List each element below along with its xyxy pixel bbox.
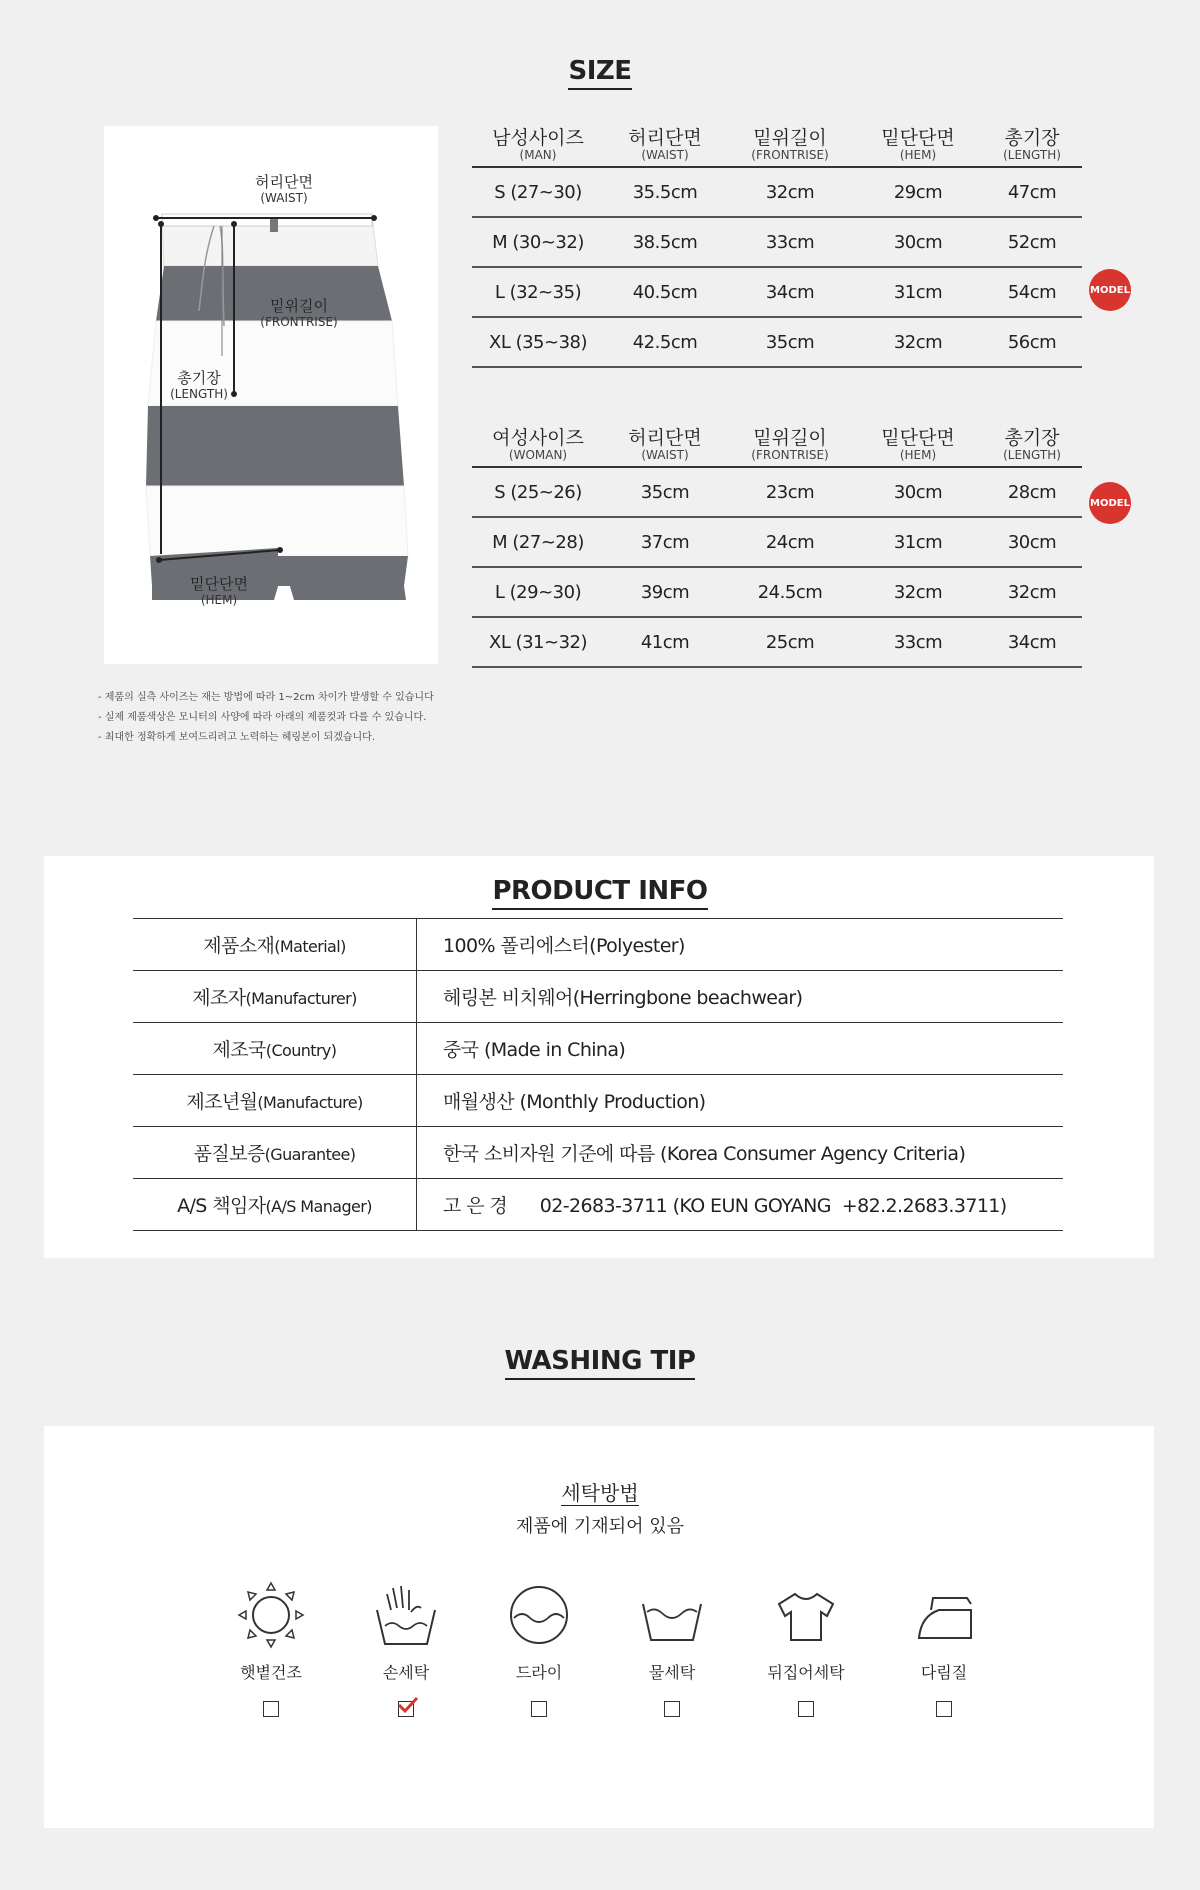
table-header-row (472, 128, 1082, 167)
sun-dry-checkbox[interactable] (263, 1701, 279, 1717)
column-header: 밑단단면 (HEM) (854, 128, 982, 167)
table-row (472, 217, 1082, 267)
hand-wash-icon (371, 1580, 441, 1650)
table-cell: 32cm (854, 317, 982, 367)
hem-label: 밑단단면 (HEM) (190, 575, 248, 607)
table-row (472, 317, 1082, 367)
table-cell: 54cm (982, 267, 1082, 317)
table-cell: 56cm (982, 317, 1082, 367)
table-cell: 30cm (854, 467, 982, 517)
info-key: 제품소재(Material) (133, 919, 417, 971)
table-cell: 42.5cm (604, 317, 726, 367)
water-wash-icon (637, 1580, 707, 1650)
washing-option (484, 1580, 594, 1717)
note-line: - 제품의 실측 사이즈는 재는 방법에 따라 1~2cm 차이가 발생할 수 있습니다 (98, 692, 434, 703)
table-cell: 35cm (726, 317, 854, 367)
info-key: A/S 책임자(A/S Manager) (133, 1179, 417, 1231)
info-value: 고 은 경 02-2683-3711 (KO EUN GOYANG +82.2.2683.3711) (417, 1179, 1064, 1231)
table-cell: 32cm (726, 167, 854, 217)
model-badge: MODEL (1089, 269, 1131, 311)
size-cell: S (25~26) (472, 467, 604, 517)
size-cell: S (27~30) (472, 167, 604, 217)
table-cell: 30cm (982, 517, 1082, 567)
table-cell: 24.5cm (726, 567, 854, 617)
column-header: 총기장 (LENGTH) (982, 128, 1082, 167)
washing-option (617, 1580, 727, 1717)
table-cell: 31cm (854, 517, 982, 567)
sun-dry-icon (236, 1580, 306, 1650)
size-notes (98, 688, 434, 748)
washing-tip-title: WASHING TIP (0, 1346, 1200, 1376)
size-cell: XL (31~32) (472, 617, 604, 667)
info-value: 한국 소비자원 기준에 따름 (Korea Consumer Agency Criteria) (417, 1127, 1064, 1179)
washing-option (216, 1580, 326, 1717)
size-cell: XL (35~38) (472, 317, 604, 367)
washing-option (351, 1580, 461, 1717)
table-cell: 35.5cm (604, 167, 726, 217)
table-cell: 32cm (854, 567, 982, 617)
product-info-table (133, 918, 1063, 1231)
table-cell: 32cm (982, 567, 1082, 617)
info-key: 품질보증(Guarantee) (133, 1127, 417, 1179)
table-cell: 34cm (982, 617, 1082, 667)
size-diagram (104, 126, 438, 664)
column-header: 밑위길이 (FRONTRISE) (726, 128, 854, 167)
table-cell: 38.5cm (604, 217, 726, 267)
note-line: - 실제 제품색상은 모니터의 사양에 따라 아래의 제품컷과 다를 수 있습니다. (98, 712, 427, 723)
washing-option-label: 드라이 (515, 1663, 563, 1682)
table-cell: 31cm (854, 267, 982, 317)
frontrise-label: 밑위길이 (FRONTRISE) (260, 297, 338, 329)
table-header-row (472, 428, 1082, 467)
check-mark-icon (397, 1696, 419, 1714)
table-cell: 29cm (854, 167, 982, 217)
table-row (133, 1127, 1063, 1179)
model-badge: MODEL (1089, 482, 1131, 524)
table-row (133, 1023, 1063, 1075)
size-cell: L (32~35) (472, 267, 604, 317)
washing-option-label: 햇볕건조 (240, 1663, 302, 1682)
table-cell: 24cm (726, 517, 854, 567)
washing-option-label: 뒤집어세탁 (767, 1663, 845, 1682)
column-header: 허리단면 (WAIST) (604, 428, 726, 467)
washing-option (889, 1580, 999, 1717)
water-wash-checkbox[interactable] (664, 1701, 680, 1717)
table-cell: 33cm (726, 217, 854, 267)
table-row (472, 167, 1082, 217)
size-cell: M (27~28) (472, 517, 604, 567)
inside-out-wash-icon (771, 1580, 841, 1650)
table-cell: 33cm (854, 617, 982, 667)
info-value: 매월생산 (Monthly Production) (417, 1075, 1064, 1127)
waist-label: 허리단면 (WAIST) (255, 173, 313, 205)
dry-clean-checkbox[interactable] (531, 1701, 547, 1717)
info-key: 제조국(Country) (133, 1023, 417, 1075)
table-row (133, 1179, 1063, 1231)
table-row (472, 267, 1082, 317)
size-cell: M (30~32) (472, 217, 604, 267)
table-cell: 47cm (982, 167, 1082, 217)
table-cell: 52cm (982, 217, 1082, 267)
info-value: 헤링본 비치웨어(Herringbone beachwear) (417, 971, 1064, 1023)
product-info-title: PRODUCT INFO (0, 876, 1200, 906)
table-row (472, 617, 1082, 667)
table-row (472, 467, 1082, 517)
washing-method-subtitle: 제품에 기재되어 있음 (516, 1516, 684, 1537)
table-cell: 25cm (726, 617, 854, 667)
table-cell: 35cm (604, 467, 726, 517)
column-header: 남성사이즈 (MAN) (472, 128, 604, 167)
table-cell: 23cm (726, 467, 854, 517)
note-line: - 최대한 정확하게 보여드리려고 노력하는 헤링본이 되겠습니다. (98, 732, 376, 743)
size-cell: L (29~30) (472, 567, 604, 617)
washing-option (751, 1580, 861, 1717)
table-row (133, 1075, 1063, 1127)
table-cell: 34cm (726, 267, 854, 317)
column-header: 밑단단면 (HEM) (854, 428, 982, 467)
table-cell: 40.5cm (604, 267, 726, 317)
size-title: SIZE (0, 56, 1200, 86)
table-cell: 41cm (604, 617, 726, 667)
table-row (472, 567, 1082, 617)
info-value: 100% 폴리에스터(Polyester) (417, 919, 1064, 971)
table-row (133, 919, 1063, 971)
info-value: 중국 (Made in China) (417, 1023, 1064, 1075)
length-label: 총기장 (LENGTH) (170, 369, 228, 401)
info-key: 제조자(Manufacturer) (133, 971, 417, 1023)
washing-method-title: 세탁방법 (561, 1481, 639, 1505)
hand-wash-checkbox[interactable] (398, 1701, 414, 1717)
column-header: 밑위길이 (FRONTRISE) (726, 428, 854, 467)
column-header: 총기장 (LENGTH) (982, 428, 1082, 467)
iron-checkbox[interactable] (936, 1701, 952, 1717)
table-cell: 30cm (854, 217, 982, 267)
column-header: 여성사이즈 (WOMAN) (472, 428, 604, 467)
column-header: 허리단면 (WAIST) (604, 128, 726, 167)
info-key: 제조년월(Manufacture) (133, 1075, 417, 1127)
table-cell: 37cm (604, 517, 726, 567)
table-cell: 28cm (982, 467, 1082, 517)
iron-icon (909, 1580, 979, 1650)
washing-option-label: 손세탁 (382, 1663, 430, 1682)
inside-out-wash-checkbox[interactable] (798, 1701, 814, 1717)
table-row (133, 971, 1063, 1023)
table-cell: 39cm (604, 567, 726, 617)
dry-clean-icon (504, 1580, 574, 1650)
washing-option-label: 다림질 (920, 1663, 968, 1682)
women-size-table (472, 428, 1082, 668)
men-size-table (472, 128, 1082, 368)
washing-option-label: 물세탁 (648, 1663, 696, 1682)
table-row (472, 517, 1082, 567)
